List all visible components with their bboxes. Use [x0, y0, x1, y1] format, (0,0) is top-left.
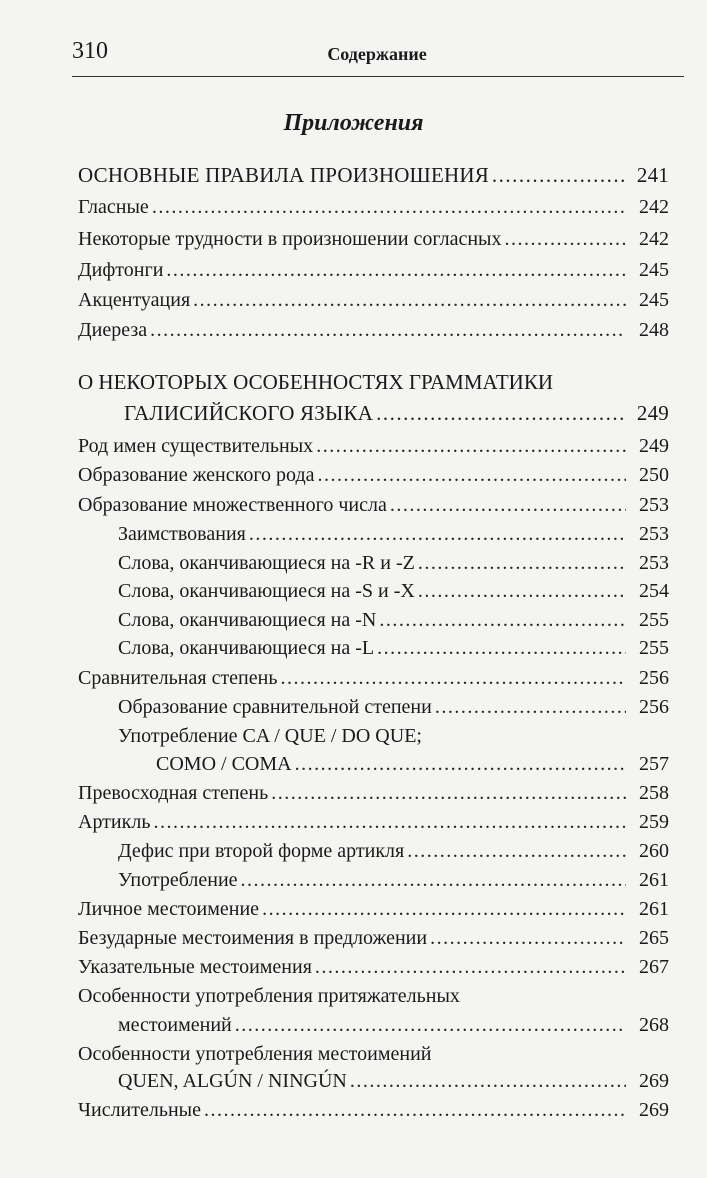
toc-entry-label: Личное местоимение — [78, 898, 260, 920]
toc-leader-dots — [249, 521, 626, 547]
toc-entry[interactable] — [118, 578, 669, 604]
toc-entry-page: 269 — [639, 1070, 669, 1092]
toc-leader-dots — [295, 751, 626, 777]
toc-entry[interactable] — [78, 809, 669, 835]
toc-leader-dots — [505, 226, 627, 252]
toc-entry[interactable] — [118, 694, 669, 720]
toc-entry-label: Превосходная степень — [78, 782, 269, 804]
toc-entry-label: QUEN, ALGÚN / NINGÚN — [118, 1070, 347, 1092]
toc-entry[interactable] — [118, 635, 669, 661]
toc-entry-label: COMO / COMA — [156, 753, 292, 775]
toc-entry-label: Употребление — [118, 869, 238, 891]
toc-leader-dots — [280, 665, 626, 691]
toc-entry-label: Сравнительная степень — [78, 667, 278, 689]
toc-entry-page: 249 — [636, 401, 669, 425]
toc-entry-label: ГАЛИСИЙСКОГО ЯЗЫКА — [124, 401, 374, 425]
toc-entry-page: 250 — [639, 464, 669, 486]
toc-entry[interactable] — [78, 194, 669, 220]
toc-leader-dots — [418, 578, 626, 604]
toc-entry-label: Числительные — [78, 1099, 201, 1121]
toc-entry-page: 258 — [639, 782, 669, 804]
toc-entry-label: Некоторые трудности в произношении согласных — [78, 228, 502, 250]
toc-entry[interactable] — [78, 287, 669, 313]
toc-entry-label: Род имен существительных — [78, 435, 314, 457]
toc-entry-heading-line: Особенности употребления местоимений — [78, 1043, 432, 1065]
toc-entry[interactable] — [78, 665, 669, 691]
toc-leader-dots — [150, 317, 626, 343]
toc-entry[interactable] — [78, 257, 669, 283]
toc-entry-page: 256 — [639, 696, 669, 718]
toc-entry-page: 255 — [639, 637, 669, 659]
toc-entry[interactable] — [78, 162, 669, 188]
toc-entry[interactable] — [78, 925, 669, 951]
toc-entry[interactable] — [78, 780, 669, 806]
toc-leader-dots — [418, 550, 626, 576]
page-number: 310 — [72, 38, 108, 64]
toc-leader-dots — [376, 400, 626, 426]
toc-entry[interactable] — [118, 607, 669, 633]
toc-entry-page: 269 — [639, 1099, 669, 1121]
toc-leader-dots — [318, 462, 626, 488]
toc-leader-dots — [152, 194, 626, 220]
toc-entry-page: 254 — [639, 580, 669, 602]
toc-entry-label: Указательные местоимения — [78, 956, 312, 978]
toc-entry[interactable] — [118, 867, 669, 893]
toc-entry-page: 257 — [639, 753, 669, 775]
toc-entry[interactable] — [78, 226, 669, 252]
toc-entry-label: Дефис при второй форме артикля — [118, 840, 405, 862]
toc-entry-label: Артикль — [78, 811, 151, 833]
toc-leader-dots — [235, 1012, 626, 1038]
toc-entry-page: 265 — [639, 927, 669, 949]
toc-entry-label: Заимствования — [118, 523, 246, 545]
toc-leader-dots — [350, 1068, 626, 1094]
toc-entry-heading-line: О НЕКОТОРЫХ ОСОБЕННОСТЯХ ГРАММАТИКИ — [78, 370, 554, 394]
toc-entry-page: 268 — [639, 1014, 669, 1036]
toc-entry-page: 253 — [639, 552, 669, 574]
toc-entry[interactable] — [118, 1068, 669, 1094]
toc-entry-page: 242 — [639, 196, 669, 218]
running-title: Содержание — [327, 44, 427, 64]
toc-entry-label: ОСНОВНЫЕ ПРАВИЛА ПРОИЗНОШЕНИЯ — [78, 163, 489, 187]
toc-entry-page: 267 — [639, 956, 669, 978]
toc-leader-dots — [316, 433, 626, 459]
toc-leader-dots — [435, 694, 626, 720]
toc-entry[interactable] — [78, 896, 669, 922]
toc-leader-dots — [153, 809, 626, 835]
toc-entry[interactable] — [78, 317, 669, 343]
toc-leader-dots — [379, 607, 626, 633]
toc-entry-page: 253 — [639, 523, 669, 545]
toc-entry[interactable] — [78, 1097, 669, 1123]
section-title: Приложения — [283, 110, 424, 136]
toc-leader-dots — [390, 492, 626, 518]
header-rule — [72, 76, 684, 77]
toc-entry[interactable] — [78, 462, 669, 488]
toc-entry-label: местоимений — [118, 1014, 232, 1036]
toc-entry-heading-line: Употребление CA / QUE / DO QUE; — [118, 725, 422, 747]
toc-entry-label: Дифтонги — [78, 259, 164, 281]
toc-entry[interactable] — [78, 433, 669, 459]
toc-entry[interactable] — [118, 521, 669, 547]
toc-entry[interactable] — [124, 400, 669, 426]
toc-entry-label: Безударные местоимения в предложении — [78, 927, 428, 949]
toc-entry-page: 245 — [639, 259, 669, 281]
toc-entry[interactable] — [118, 838, 669, 864]
toc-entry-label: Образование сравнительной степени — [118, 696, 432, 718]
toc-entry-label: Гласные — [78, 196, 149, 218]
toc-entry-label: Слова, оканчивающиеся на -S и -X — [118, 580, 415, 602]
toc-entry-page: 242 — [639, 228, 669, 250]
toc-entry-label: Слова, оканчивающиеся на -L — [118, 637, 375, 659]
toc-entry-page: 261 — [639, 898, 669, 920]
toc-entry-label: Слова, оканчивающиеся на -N — [118, 609, 377, 631]
toc-entry-page: 261 — [639, 869, 669, 891]
toc-entry-page: 241 — [636, 163, 669, 187]
toc-leader-dots — [430, 925, 626, 951]
toc-entry-page: 249 — [639, 435, 669, 457]
toc-leader-dots — [377, 635, 626, 661]
toc-entry-label: Образование множественного числа — [78, 494, 387, 516]
running-head — [72, 38, 682, 72]
toc-entry-page: 245 — [639, 289, 669, 311]
toc-entry-label: Диереза — [78, 319, 148, 341]
toc-entry[interactable] — [118, 1012, 669, 1038]
toc-entry-page: 248 — [639, 319, 669, 341]
toc-leader-dots — [262, 896, 626, 922]
toc-entry[interactable] — [78, 492, 669, 518]
toc-entry-heading-line: Особенности употребления притяжательных — [78, 985, 460, 1007]
toc-entry[interactable] — [156, 751, 669, 777]
toc-leader-dots — [315, 954, 626, 980]
toc-leader-dots — [407, 838, 626, 864]
toc-entry[interactable] — [78, 954, 669, 980]
toc-leader-dots — [193, 287, 626, 313]
toc-leader-dots — [492, 162, 626, 188]
toc-entry-label: Слова, оканчивающиеся на -R и -Z — [118, 552, 415, 574]
toc-entry-page: 260 — [639, 840, 669, 862]
toc-leader-dots — [241, 867, 626, 893]
toc-entry-page: 256 — [639, 667, 669, 689]
toc-entry-label: Образование женского рода — [78, 464, 315, 486]
toc-entry-page: 259 — [639, 811, 669, 833]
toc-leader-dots — [271, 780, 626, 806]
toc-entry-page: 255 — [639, 609, 669, 631]
toc-entry-page: 253 — [639, 494, 669, 516]
toc-leader-dots — [166, 257, 626, 283]
toc-entry[interactable] — [118, 550, 669, 576]
toc-entry-label: Акцентуация — [78, 289, 191, 311]
toc-leader-dots — [204, 1097, 626, 1123]
